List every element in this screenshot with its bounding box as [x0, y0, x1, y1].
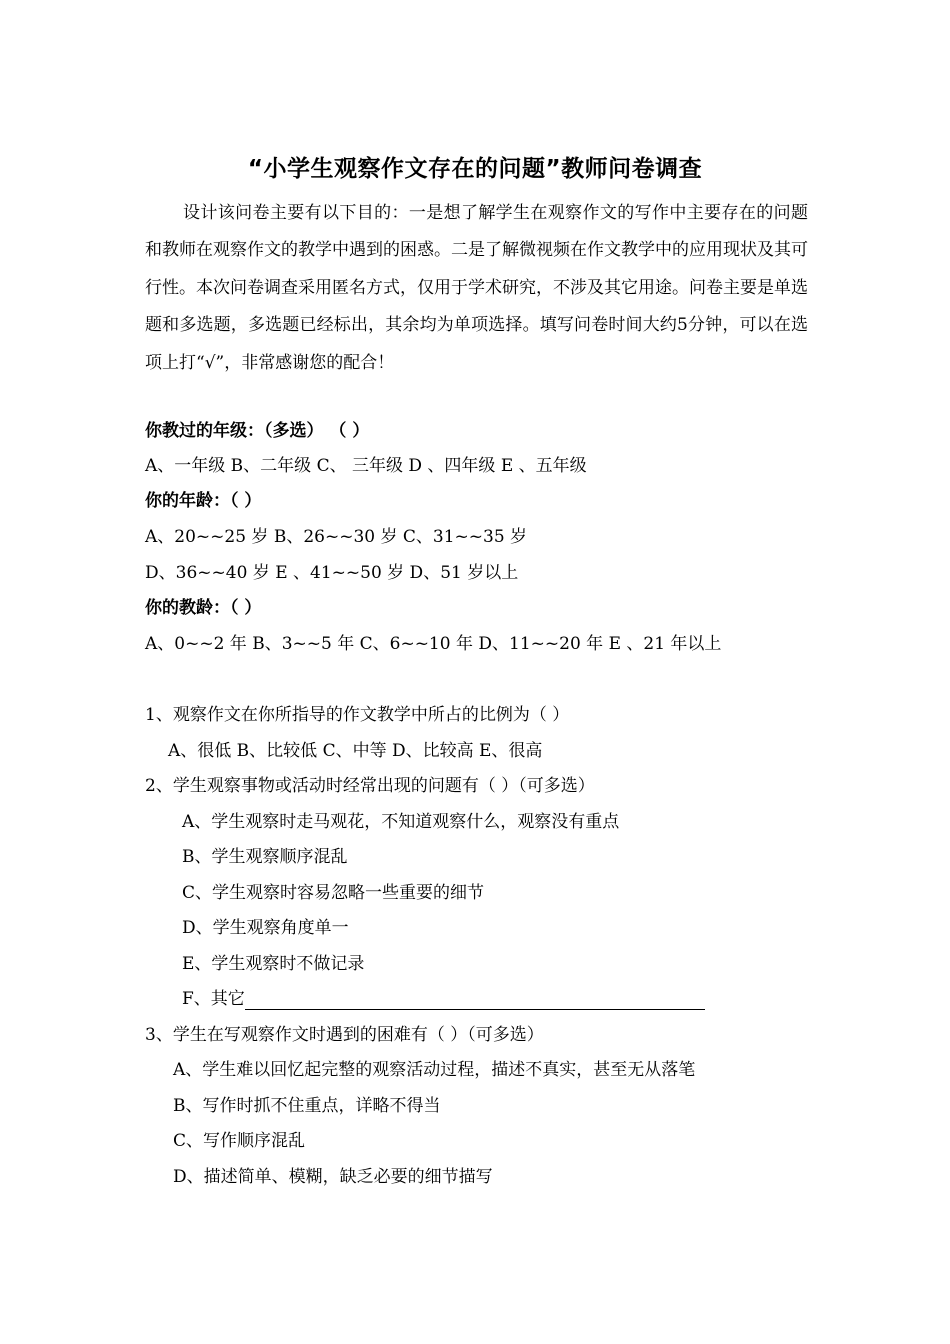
q3-option-c: C、写作顺序混乱	[173, 1131, 306, 1151]
q2-option-b: B、学生观察顺序混乱	[182, 847, 348, 867]
grade-question: 你教过的年级：（多选） （ ）	[145, 421, 370, 441]
age-options-row1: A、20~~25 岁 B、26~~30 岁 C、31~~35 岁	[145, 527, 528, 547]
q1-question: 1、观察作文在你所指导的作文教学中所占的比例为（ ）	[145, 705, 570, 725]
q2-option-f	[182, 988, 705, 1010]
q2-option-f-label: F、其它	[182, 989, 245, 1009]
teaching-years-question: 你的教龄：（ ）	[145, 598, 262, 618]
q2-option-e: E、学生观察时不做记录	[182, 954, 365, 974]
q2-option-d: D、学生观察角度单一	[182, 918, 349, 938]
q2-option-a: A、学生观察时走马观花，不知道观察什么，观察没有重点	[182, 812, 620, 832]
teaching-years-options: A、0~~2 年 B、3~~5 年 C、6~~10 年 D、11~~20 年 E 、21 年以上	[145, 634, 722, 654]
intro-paragraph: 设计该问卷主要有以下目的：一是想了解学生在观察作文的写作中主要存在的问题和教师在观察作文的教学中遇到的困惑。二是了解微视频在作文教学中的应用现状及其可行性。本次问卷调查采用匿名方式，仅用于学术研究，不涉及其它用途。问卷主要是单选题和多选题，多选题已经标出，其余均为单项选择。填写问卷时间大约5分钟，可以在选项上打“√”，非常感谢您的配合！	[145, 203, 808, 373]
q3-option-b: B、写作时抓不住重点，详略不得当	[173, 1096, 441, 1116]
grade-options: A、一年级 B、二年级 C、 三年级 D 、四年级 E 、五年级	[145, 456, 587, 476]
q3-question: 3、学生在写观察作文时遇到的困难有（ ）（可多选）	[145, 1025, 544, 1045]
q3-option-d: D、描述简单、模糊，缺乏必要的细节描写	[173, 1167, 493, 1187]
q3-option-a: A、学生难以回忆起完整的观察活动过程，描述不真实，甚至无从落笔	[173, 1060, 696, 1080]
q1-options: A、很低 B、比较低 C、中等 D、比较高 E、很高	[168, 741, 543, 761]
age-options-row2: D、36~~40 岁 E 、41~~50 岁 D、51 岁以上	[145, 563, 519, 583]
q2-question: 2、学生观察事物或活动时经常出现的问题有（ ）（可多选）	[145, 776, 595, 796]
other-answer-blank[interactable]	[245, 991, 705, 1010]
age-question: 你的年龄：（ ）	[145, 491, 262, 511]
q2-option-c: C、学生观察时容易忽略一些重要的细节	[182, 883, 485, 903]
document-title: “小学生观察作文存在的问题”教师问卷调查	[247, 156, 703, 182]
